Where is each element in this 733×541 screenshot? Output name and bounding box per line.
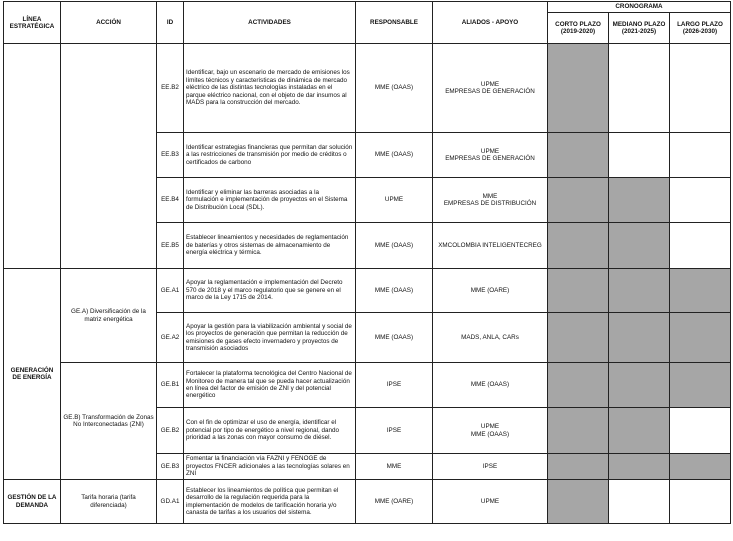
row-id: EE.B3 <box>157 133 184 178</box>
largo-plazo-cell <box>670 363 731 408</box>
aliado: MME (OARE) <box>470 286 510 294</box>
actividad: Identificar, bajo un escenario de mercado de emisiones los límites técnicos y características de dinámica de mercado eléctrico de las distintas tecnologías instaladas en el parque eléctrico nacional, con el objeto de dar insumos al MADS para la construcción del mercado. <box>184 44 356 133</box>
linea-estrategica: GESTIÓN DE LA DEMANDA <box>4 480 61 524</box>
corto-plazo-cell <box>548 454 609 480</box>
largo-plazo-cell <box>670 269 731 313</box>
mediano-plazo-cell <box>609 178 670 223</box>
largo-plazo-cell <box>670 44 731 133</box>
actividad: Fomentar la financiación vía FAZNI y FENOGE de proyectos FNCER adicionales a las tecnologías solares en ZNI <box>184 454 356 480</box>
corto-plazo-cell <box>548 44 609 133</box>
corto-plazo-cell <box>548 223 609 269</box>
aliados <box>433 454 548 480</box>
mediano-plazo-cell <box>609 363 670 408</box>
mediano-plazo-cell <box>609 454 670 480</box>
mediano-plazo-cell <box>609 133 670 178</box>
responsable: MME <box>356 454 433 480</box>
cronograma-table <box>3 1 731 524</box>
largo-plazo-cell <box>670 313 731 363</box>
table-row <box>4 44 731 133</box>
actividad: Fortalecer la plataforma tecnológica del Centro Nacional de Monitoreo de manera tal que se pueda hacer actualización en línea del factor de emisión de ZNI y del potencial energético <box>184 363 356 408</box>
responsable: IPSE <box>356 363 433 408</box>
mediano-plazo-cell <box>609 223 670 269</box>
aliado: UPME <box>480 423 500 431</box>
row-id: GE.A1 <box>157 269 184 313</box>
row-id: GE.B1 <box>157 363 184 408</box>
aliado: MME <box>482 192 498 200</box>
aliado: EMPRESAS DE DISTRIBUCIÓN <box>443 200 537 207</box>
row-id: GE.B3 <box>157 454 184 480</box>
table-row <box>4 363 731 408</box>
responsable: MME (OAAS) <box>356 44 433 133</box>
table-row <box>4 480 731 524</box>
aliado: UPME <box>480 147 500 155</box>
header-largo-plazo: LARGO PLAZO (2026-2030) <box>670 13 731 44</box>
aliados <box>433 408 548 454</box>
row-id: GE.A2 <box>157 313 184 363</box>
largo-plazo-cell <box>670 223 731 269</box>
corto-plazo-cell <box>548 363 609 408</box>
row-id: EE.B5 <box>157 223 184 269</box>
actividad: Establecer lineamientos y necesidades de reglamentación de baterías y otros sistemas de almacenamiento de energía eléctrica y térmica. <box>184 223 356 269</box>
largo-plazo-cell <box>670 178 731 223</box>
aliados <box>433 480 548 524</box>
corto-plazo-cell <box>548 133 609 178</box>
mediano-plazo-cell <box>609 408 670 454</box>
aliado: UPME <box>480 80 500 88</box>
linea-estrategica <box>4 44 61 269</box>
aliado: MADS, ANLA, CARs <box>461 333 519 341</box>
row-id: GE.B2 <box>157 408 184 454</box>
largo-plazo-cell <box>670 408 731 454</box>
header-cronograma: CRONOGRAMA <box>548 2 731 13</box>
aliados <box>433 178 548 223</box>
row-id: EE.B4 <box>157 178 184 223</box>
actividad: Apoyar la gestión para la viabilización ambiental y social de los proyectos de generación que permitan la reducción de emisiones de gases efecto invernadero y proyectos de transmisión asociados <box>184 313 356 363</box>
largo-plazo-cell <box>670 133 731 178</box>
aliados <box>433 223 548 269</box>
aliado: MME (OAAS) <box>470 430 510 438</box>
mediano-plazo-cell <box>609 269 670 313</box>
mediano-plazo-cell <box>609 480 670 524</box>
corto-plazo-cell <box>548 313 609 363</box>
aliado: IPSE <box>482 462 498 470</box>
table-row <box>4 269 731 313</box>
linea-estrategica: GENERACIÓN DE ENERGÍA <box>4 269 61 480</box>
header-corto-plazo: CORTO PLAZO (2019-2020) <box>548 13 609 44</box>
largo-plazo-cell <box>670 480 731 524</box>
actividad: Con el fin de optimizar el uso de energía, identificar el potencial por tipo de energético a nivel regional, dando prioridad a las zonas con mayor consumo de diésel. <box>184 408 356 454</box>
corto-plazo-cell <box>548 178 609 223</box>
aliado: EMPRESAS DE GENERACIÓN <box>445 88 535 95</box>
responsable: UPME <box>356 178 433 223</box>
actividad: Apoyar la reglamentación e implementación del Decreto 570 de 2018 y el marco regulatorio que se genere en el marco de la Ley 1715 de 2014. <box>184 269 356 313</box>
header-mediano-plazo: MEDIANO PLAZO (2021-2025) <box>609 13 670 44</box>
header-responsable: RESPONSABLE <box>356 2 433 44</box>
header-accion: ACCIÓN <box>61 2 157 44</box>
responsable: MME (OAAS) <box>356 269 433 313</box>
responsable: MME (OAAS) <box>356 133 433 178</box>
mediano-plazo-cell <box>609 313 670 363</box>
header-id: ID <box>157 2 184 44</box>
row-id: GD.A1 <box>157 480 184 524</box>
aliado: EMPRESAS DE GENERACIÓN <box>445 155 535 162</box>
header-actividades: ACTIVIDADES <box>184 2 356 44</box>
corto-plazo-cell <box>548 408 609 454</box>
aliados <box>433 313 548 363</box>
aliados <box>433 363 548 408</box>
actividad: Identificar estrategias financieras que permitan dar solución a las restricciones de transmisión por medio de créditos o certificados de carbono <box>184 133 356 178</box>
header-linea: LÍNEA ESTRATÉGICA <box>4 2 61 44</box>
accion: GE.A) Diversificación de la matriz energética <box>61 269 157 363</box>
aliados <box>433 44 548 133</box>
responsable: MME (OARE) <box>356 480 433 524</box>
aliados <box>433 269 548 313</box>
actividad: Establecer los lineamientos de política que permitan el desarrollo de la regulación requerida para la implementación de modelos de tarificación horaria y/o canasta de tarifas a los usuarios del sistema. <box>184 480 356 524</box>
aliados <box>433 133 548 178</box>
accion <box>61 44 157 269</box>
responsable: IPSE <box>356 408 433 454</box>
largo-plazo-cell <box>670 454 731 480</box>
corto-plazo-cell <box>548 269 609 313</box>
actividad: Identificar y eliminar las barreras asociadas a la formulación e implementación de proyectos en el Sistema de Distribución Local (SDL). <box>184 178 356 223</box>
responsable: MME (OAAS) <box>356 223 433 269</box>
aliado: UPME <box>480 497 500 505</box>
header-aliados: ALIADOS - APOYO <box>433 2 548 44</box>
aliado: MME (OAAS) <box>470 381 510 389</box>
corto-plazo-cell <box>548 480 609 524</box>
accion: Tarifa horaria (tarifa diferenciada) <box>61 480 157 524</box>
mediano-plazo-cell <box>609 44 670 133</box>
accion: GE.B) Transformación de Zonas No Interconectadas (ZNI) <box>61 363 157 480</box>
row-id: EE.B2 <box>157 44 184 133</box>
responsable: MME (OAAS) <box>356 313 433 363</box>
aliado: XMCOLOMBIA INTELIGENTECREG <box>438 241 542 249</box>
